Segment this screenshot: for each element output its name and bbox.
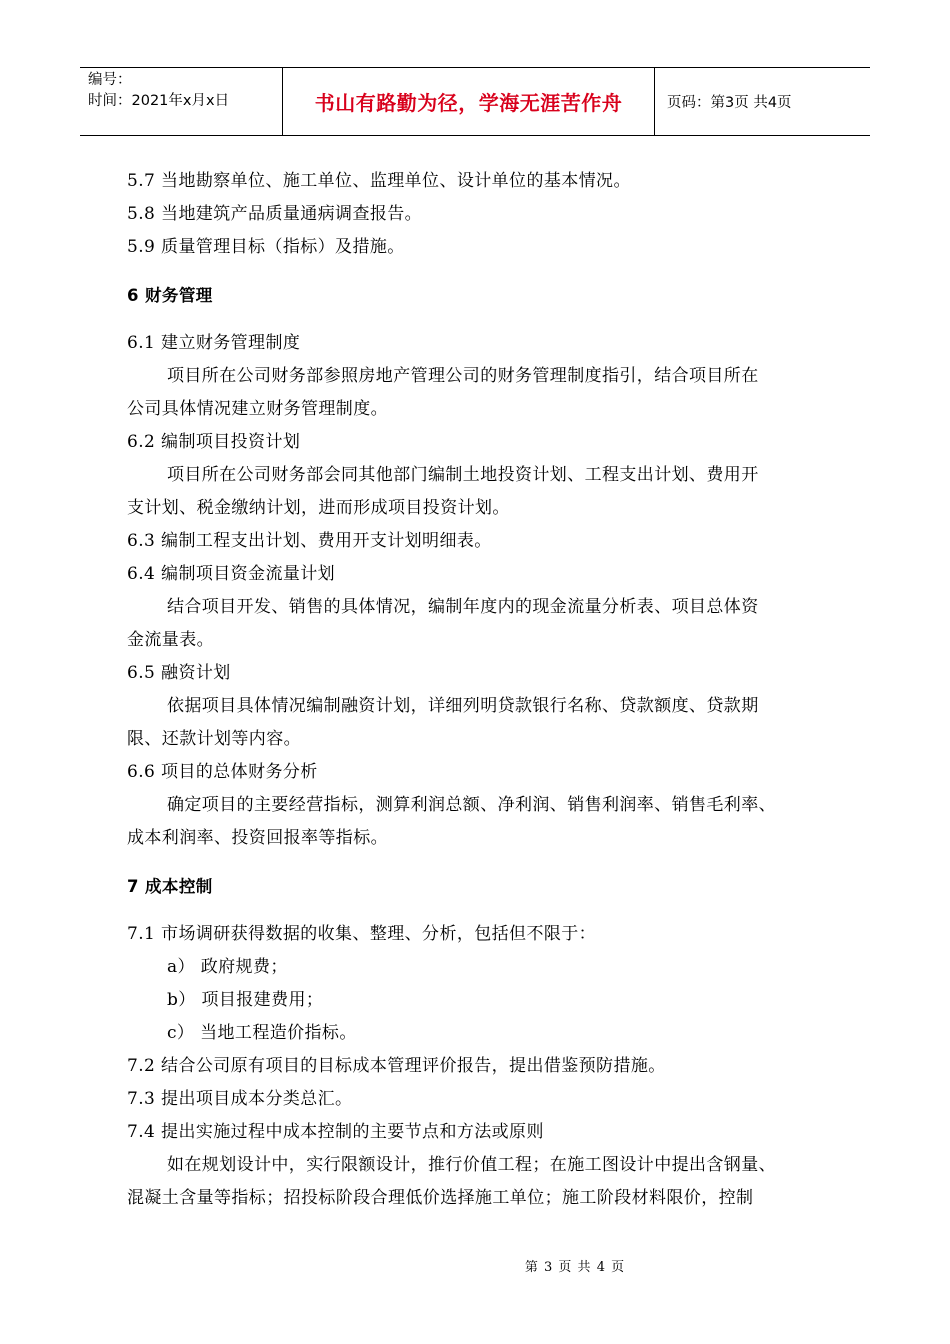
paragraph-line: 如在规划设计中，实行限额设计，推行价值工程；在施工图设计中提出含钢量、 bbox=[167, 1155, 776, 1175]
list-item: b） 项目报建费用； bbox=[167, 990, 324, 1010]
footer-page-number: 第 3 页 共 4 页 bbox=[524, 1260, 626, 1275]
text-line: 6.4 编制项目资金流量计划 bbox=[127, 564, 336, 584]
text-line: 6.2 编制项目投资计划 bbox=[127, 432, 301, 452]
header-page-info: 页码：第3页 共4页 bbox=[667, 95, 792, 111]
text-line: 6.1 建立财务管理制度 bbox=[127, 333, 301, 353]
page-footer bbox=[0, 1256, 950, 1275]
section-gap bbox=[127, 903, 827, 918]
section-heading: 7 成本控制 bbox=[127, 877, 213, 896]
text-line: 6.6 项目的总体财务分析 bbox=[127, 762, 318, 782]
text-line: 限、还款计划等内容。 bbox=[127, 729, 301, 749]
text-line: 混凝土含量等指标；招投标阶段合理低价选择施工单位；施工阶段材料限价，控制 bbox=[127, 1188, 754, 1208]
text-line: 5.9 质量管理目标（指标）及措施。 bbox=[127, 237, 405, 257]
text-line: 6.3 编制工程支出计划、费用开支计划明细表。 bbox=[127, 531, 492, 551]
text-line: 5.8 当地建筑产品质量通病调查报告。 bbox=[127, 204, 423, 224]
list-item: c） 当地工程造价指标。 bbox=[167, 1023, 357, 1043]
paragraph-line: 项目所在公司财务部会同其他部门编制土地投资计划、工程支出计划、费用开 bbox=[167, 465, 759, 485]
text-line: 7.4 提出实施过程中成本控制的主要节点和方法或原则 bbox=[127, 1122, 544, 1142]
section-gap bbox=[127, 264, 827, 279]
document-number-label: 编号： bbox=[88, 72, 132, 88]
document-date: 时间：2021年x月x日 bbox=[88, 93, 230, 109]
text-line: 5.7 当地勘察单位、施工单位、监理单位、设计单位的基本情况。 bbox=[127, 171, 631, 191]
document-body bbox=[127, 165, 827, 1215]
section-gap bbox=[127, 855, 827, 870]
text-line: 支计划、税金缴纳计划，进而形成项目投资计划。 bbox=[127, 498, 510, 518]
text-line: 7.2 结合公司原有项目的目标成本管理评价报告，提出借鉴预防措施。 bbox=[127, 1056, 666, 1076]
text-line: 公司具体情况建立财务管理制度。 bbox=[127, 399, 388, 419]
text-line: 成本利润率、投资回报率等指标。 bbox=[127, 828, 388, 848]
text-line: 6.5 融资计划 bbox=[127, 663, 231, 683]
paragraph-line: 依据项目具体情况编制融资计划，详细列明贷款银行名称、贷款额度、贷款期 bbox=[167, 696, 759, 716]
text-line: 7.1 市场调研获得数据的收集、整理、分析，包括但不限于： bbox=[127, 924, 597, 944]
document-header bbox=[80, 67, 870, 136]
header-meta bbox=[80, 68, 282, 135]
header-motto: 书山有路勤为径，学海无涯苦作舟 bbox=[282, 68, 655, 135]
text-line: 7.3 提出项目成本分类总汇。 bbox=[127, 1089, 353, 1109]
section-gap bbox=[127, 312, 827, 327]
paragraph-line: 结合项目开发、销售的具体情况，编制年度内的现金流量分析表、项目总体资 bbox=[167, 597, 759, 617]
paragraph-line: 确定项目的主要经营指标，测算利润总额、净利润、销售利润率、销售毛利率、 bbox=[167, 795, 776, 815]
text-line: 金流量表。 bbox=[127, 630, 214, 650]
paragraph-line: 项目所在公司财务部参照房地产管理公司的财务管理制度指引，结合项目所在 bbox=[167, 366, 759, 386]
section-heading: 6 财务管理 bbox=[127, 286, 213, 305]
list-item: a） 政府规费； bbox=[167, 957, 288, 977]
